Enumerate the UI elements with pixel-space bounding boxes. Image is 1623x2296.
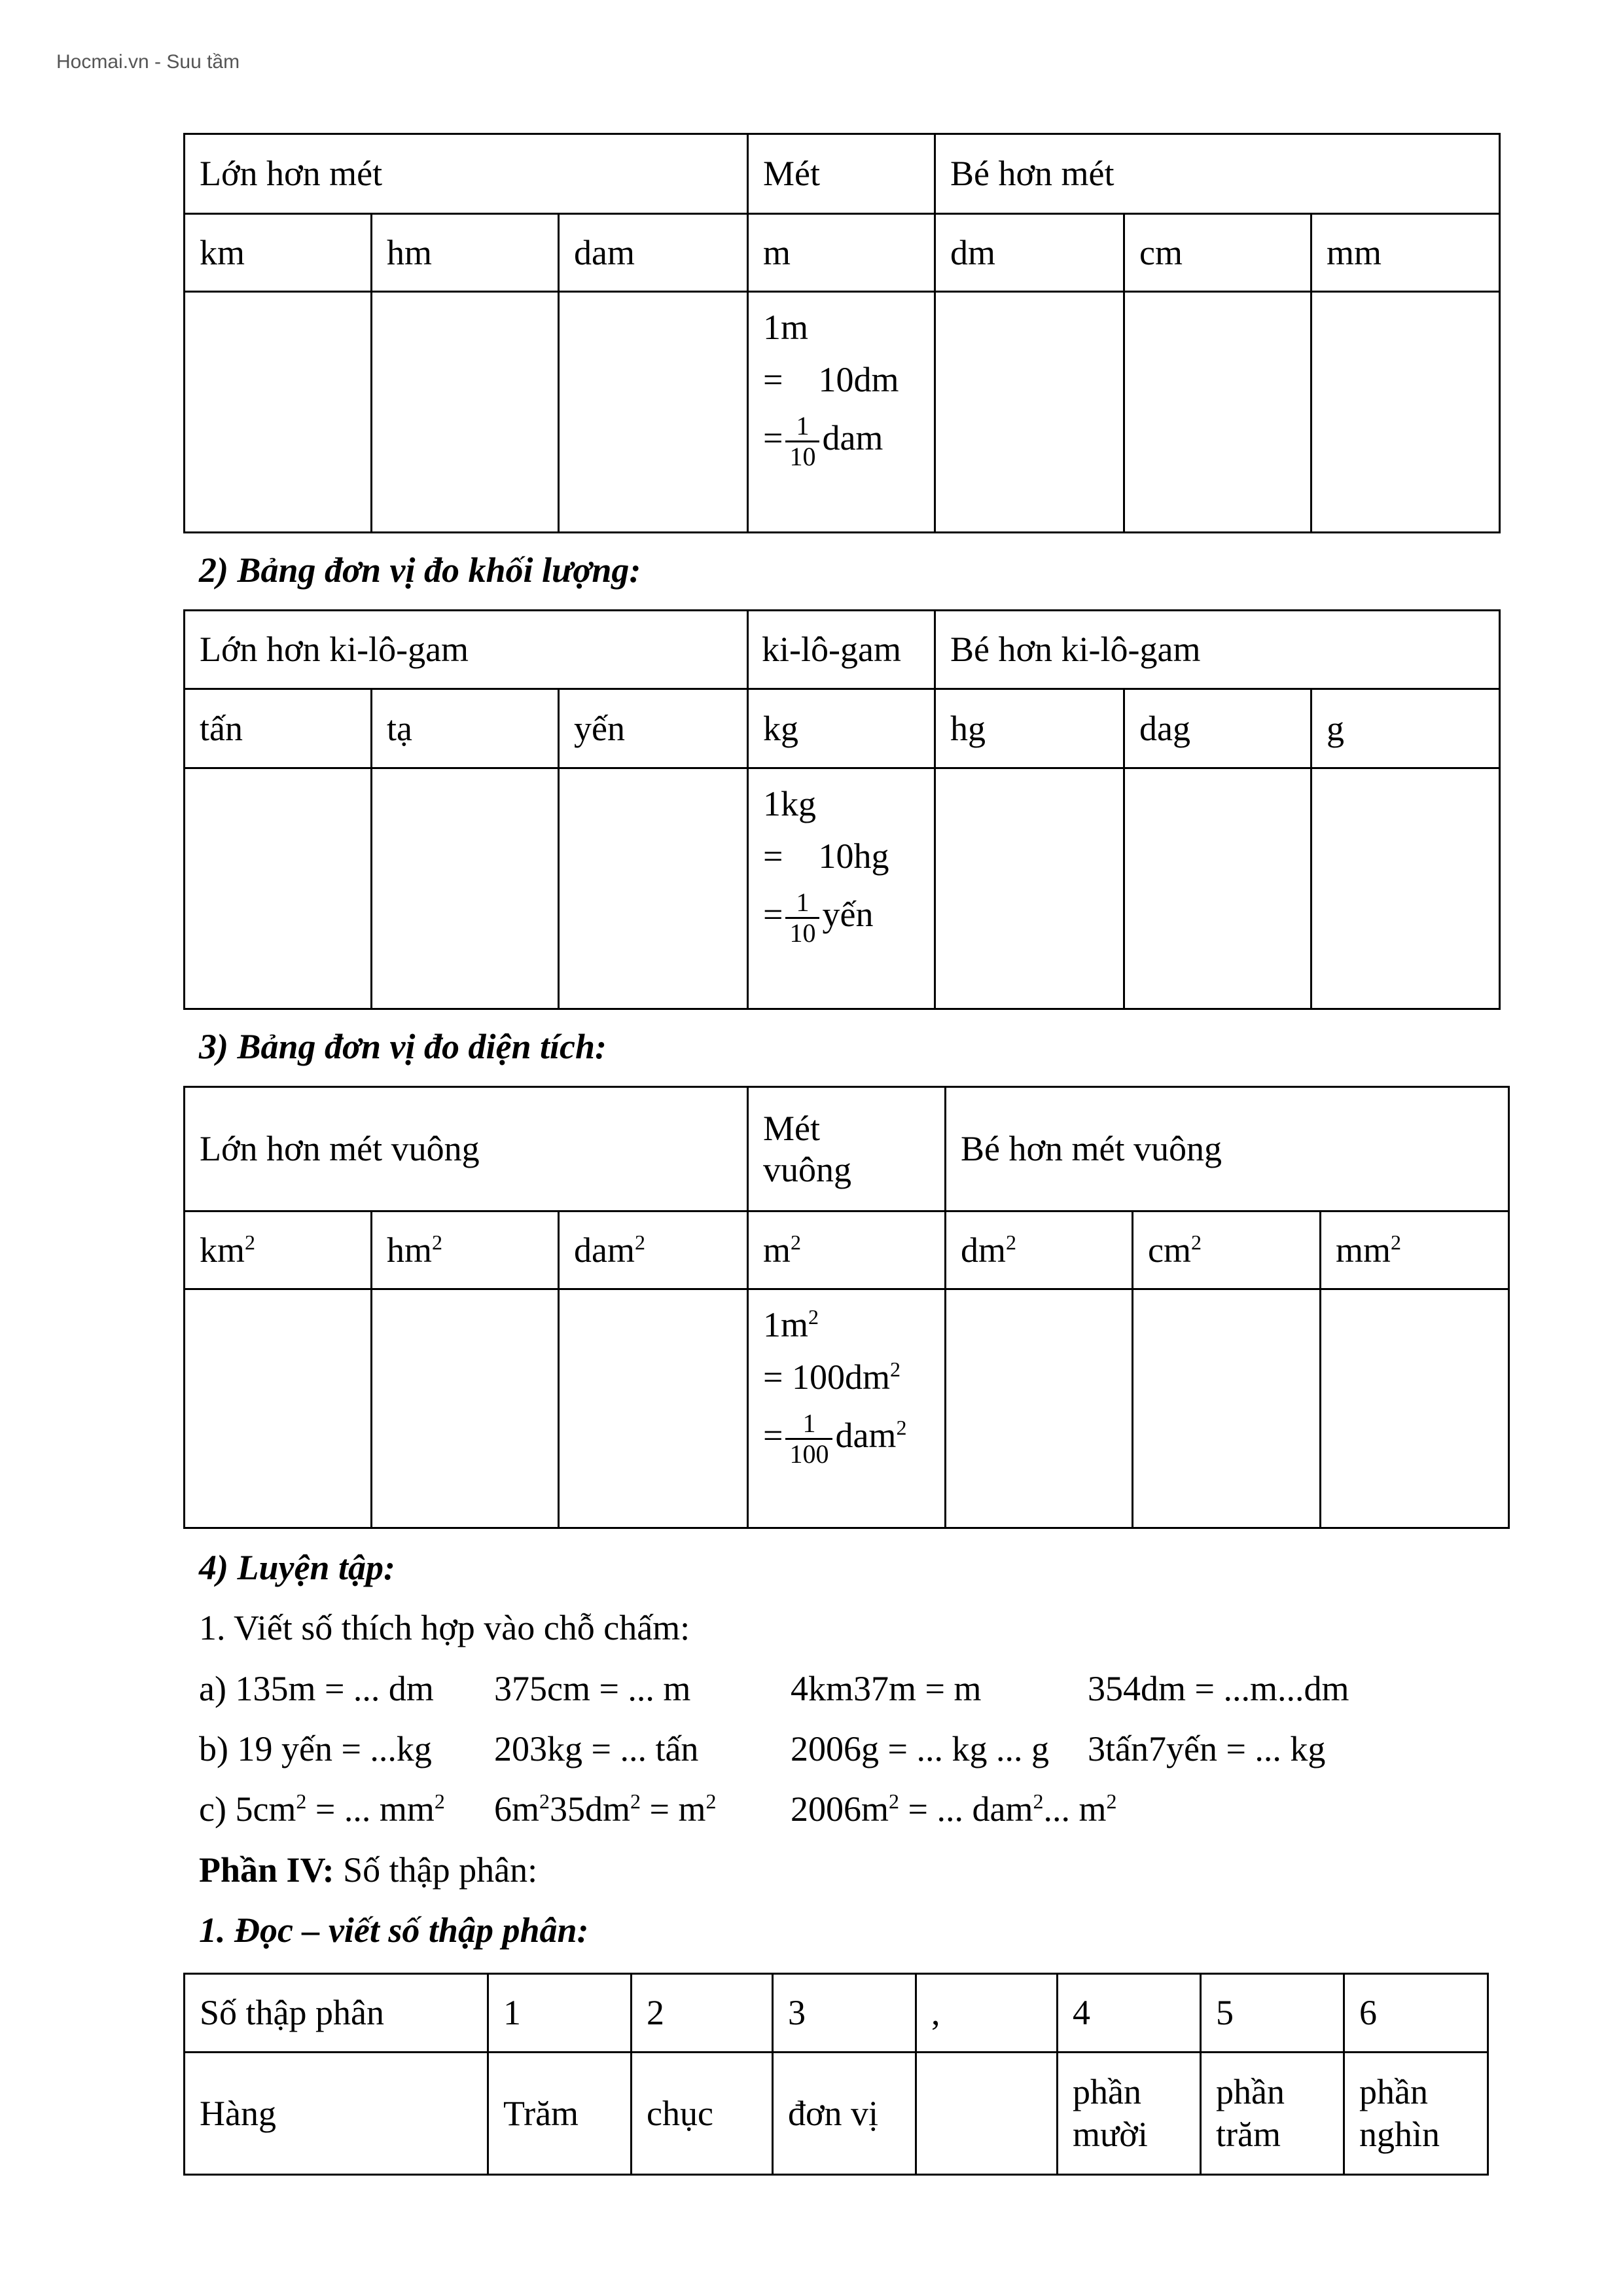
decimal-cell: 6	[1344, 1974, 1488, 2053]
unit: $cm^2$	[1133, 1211, 1321, 1289]
unit: yến	[559, 689, 748, 768]
unit: m	[748, 214, 935, 292]
group-base: ki-lô-gam	[748, 611, 935, 689]
decimal-cell: Trăm	[488, 2053, 632, 2175]
unit: dam$^2$	[559, 1211, 748, 1289]
unit: $km^2$	[185, 1211, 372, 1289]
equals: =	[763, 895, 783, 935]
exercise-b4: 3tấn7yến = ... kg	[1088, 1729, 1326, 1768]
group-base: Mét vuông	[748, 1087, 946, 1211]
line: = 10hg	[763, 836, 889, 876]
area-table	[183, 1086, 1510, 1529]
exercise-b1: b) 19 yến = ...kg	[199, 1729, 432, 1768]
group-smaller: Bé hơn mét	[935, 134, 1500, 214]
decimal-cell: 1	[488, 1974, 632, 2053]
group-smaller: Bé hơn mét vuông	[946, 1087, 1509, 1211]
unit: yến	[822, 895, 874, 935]
part4-title: Phần IV: Số thập phân:	[199, 1850, 538, 1890]
unit: $hm^2$	[372, 1211, 559, 1289]
unit: $m^2$	[748, 1211, 946, 1289]
area-heading: 3) Bảng đơn vị đo diện tích:	[199, 1027, 607, 1066]
group-larger: Lớn hơn ki-lô-gam	[185, 611, 748, 689]
exercise-b2: 203kg = ... tấn	[494, 1729, 699, 1768]
decimal-cell: phần nghìn	[1344, 2053, 1488, 2175]
group-larger: Lớn hơn mét	[185, 134, 748, 214]
unit: dm	[935, 214, 1124, 292]
conversion-cell	[748, 768, 935, 1009]
decimal-cell: chục	[632, 2053, 773, 2175]
decimal-table	[183, 1973, 1489, 2176]
line: 1kg	[763, 784, 817, 823]
fraction: $\frac{1}{10}$	[785, 888, 819, 948]
practice-heading: 4) Luyện tập:	[199, 1548, 395, 1587]
line: = 100dm	[763, 1357, 890, 1397]
length-table	[183, 133, 1501, 533]
exercise-a4: 354dm = ...m...dm	[1088, 1669, 1349, 1708]
unit: dam	[835, 1416, 897, 1456]
unit: $mm^2$	[1321, 1211, 1509, 1289]
decimal-cell: 3	[773, 1974, 916, 2053]
decimal-cell	[916, 2053, 1058, 2175]
exercise-c1: c) $5cm^2$ = ... $mm^2$	[199, 1789, 445, 1829]
equals: =	[763, 418, 783, 458]
exercise-a2: 375cm = ... m	[494, 1669, 691, 1708]
decimal-cell: 4	[1058, 1974, 1201, 2053]
line: 1m	[763, 1305, 809, 1344]
exercise-b3: 2006g = ... kg ... g	[791, 1729, 1049, 1768]
fraction: $\frac{1}{10}$	[785, 412, 819, 471]
decimal-cell: Hàng	[185, 2053, 488, 2175]
watermark: Hocmai.vn - Suu tầm	[56, 51, 240, 73]
decimal-cell: 2	[632, 1974, 773, 2053]
unit: mm	[1311, 214, 1500, 292]
decimal-cell: phần trăm	[1201, 2053, 1344, 2175]
mass-heading: 2) Bảng đơn vị đo khối lượng:	[199, 550, 641, 590]
decimal-cell: ,	[916, 1974, 1058, 2053]
conversion-cell: $1m^2$ = $100dm^2$ = $\frac{1}{100}$ dam$^2$	[748, 1289, 946, 1528]
unit: hg	[935, 689, 1124, 768]
unit: cm	[1124, 214, 1311, 292]
decimal-cell: phần mười	[1058, 2053, 1201, 2175]
conversion-cell	[748, 292, 935, 533]
group-smaller: Bé hơn ki-lô-gam	[935, 611, 1500, 689]
unit: km	[185, 214, 372, 292]
unit: dam	[559, 214, 748, 292]
unit: tấn	[185, 689, 372, 768]
decimal-cell: Số thập phân	[185, 1974, 488, 2053]
unit: $dm^2$	[946, 1211, 1133, 1289]
unit: kg	[748, 689, 935, 768]
unit: g	[1311, 689, 1500, 768]
decimal-cell: đơn vị	[773, 2053, 916, 2175]
fraction: $\frac{1}{100}$	[785, 1409, 832, 1469]
line: = 10dm	[763, 360, 899, 400]
decimal-heading: 1. Đọc – viết số thập phân:	[199, 1910, 589, 1950]
decimal-cell: 5	[1201, 1974, 1344, 2053]
exercise-a3: 4km37m = m	[791, 1669, 982, 1708]
exercise-c2: $6m^235dm^2 = m^2$	[494, 1789, 717, 1829]
group-base: Mét	[748, 134, 935, 214]
mass-table	[183, 609, 1501, 1010]
unit: hm	[372, 214, 559, 292]
unit: tạ	[372, 689, 559, 768]
exercise-title: 1. Viết số thích hợp vào chỗ chấm:	[199, 1608, 690, 1647]
unit: dag	[1124, 689, 1311, 768]
exercise-a1: a) 135m = ... dm	[199, 1669, 434, 1708]
equals: =	[763, 1416, 783, 1456]
group-larger: Lớn hơn mét vuông	[185, 1087, 748, 1211]
unit: dam	[822, 418, 883, 458]
line: 1m	[763, 308, 809, 347]
exercise-c3: $2006m^2$ = ... dam$^2$... $m^2$	[791, 1789, 1117, 1829]
